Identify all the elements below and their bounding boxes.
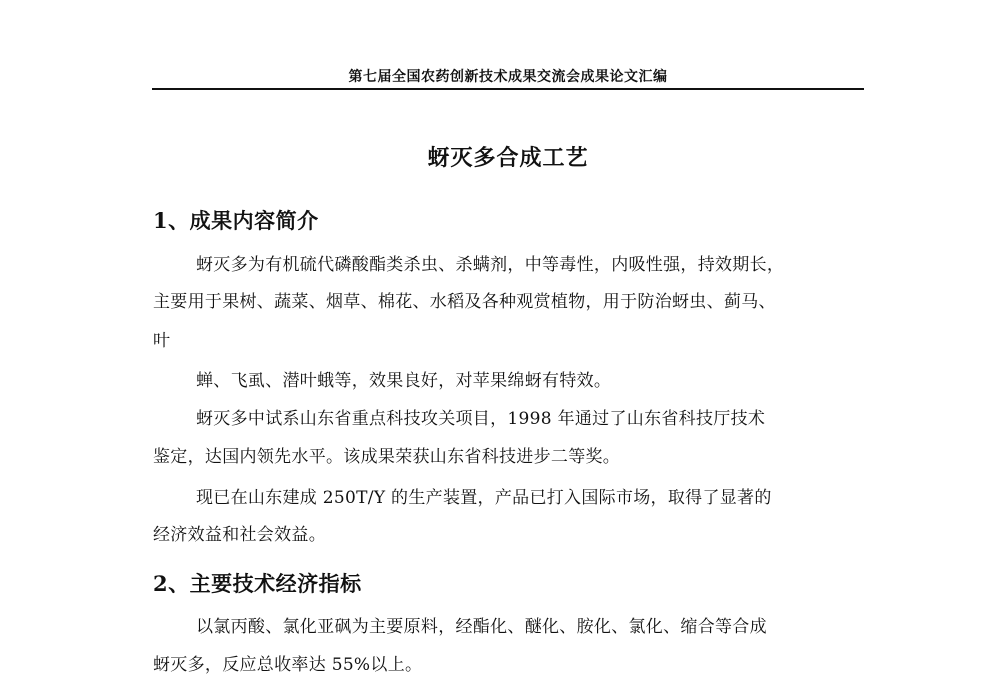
document-title: 蚜灭多合成工艺 (427, 145, 589, 171)
paragraph-line: 蚜灭多为有机硫代磷酸酯类杀虫、杀螨剂，中等毒性，内吸性强，持效期长， (196, 255, 785, 275)
section-heading-2: 2、主要技术经济指标 (153, 571, 362, 596)
section-heading-1: 1、成果内容简介 (153, 208, 319, 233)
paragraph-line: 主要用于果树、蔬菜、烟草、棉花、水稻及各种观赏植物，用于防治蚜虫、蓟马、 (153, 292, 776, 312)
paragraph-line: 经济效益和社会效益。 (153, 525, 326, 545)
paragraph-line: 鉴定，达国内领先水平。该成果荣获山东省科技进步二等奖。 (153, 447, 621, 467)
running-header: 第七届全国农药创新技术成果交流会成果论文汇编 (348, 69, 668, 85)
paragraph-line: 现已在山东建成 250T/Y 的生产装置，产品已打入国际市场，取得了显著的 (196, 488, 772, 508)
paragraph-line: 叶 (153, 331, 171, 351)
paragraph-line: 蝉、飞虱、潜叶蛾等，效果良好，对苹果绵蚜有特效。 (196, 371, 612, 391)
paragraph-line: 蚜灭多，反应总收率达 55%以上。 (153, 655, 423, 675)
paragraph-line: 以氯丙酸、氯化亚砜为主要原料，经酯化、醚化、胺化、氯化、缩合等合成 (196, 617, 767, 637)
header-rule (152, 88, 864, 90)
paragraph-line: 蚜灭多中试系山东省重点科技攻关项目，1998 年通过了山东省科技厅技术 (196, 409, 766, 429)
